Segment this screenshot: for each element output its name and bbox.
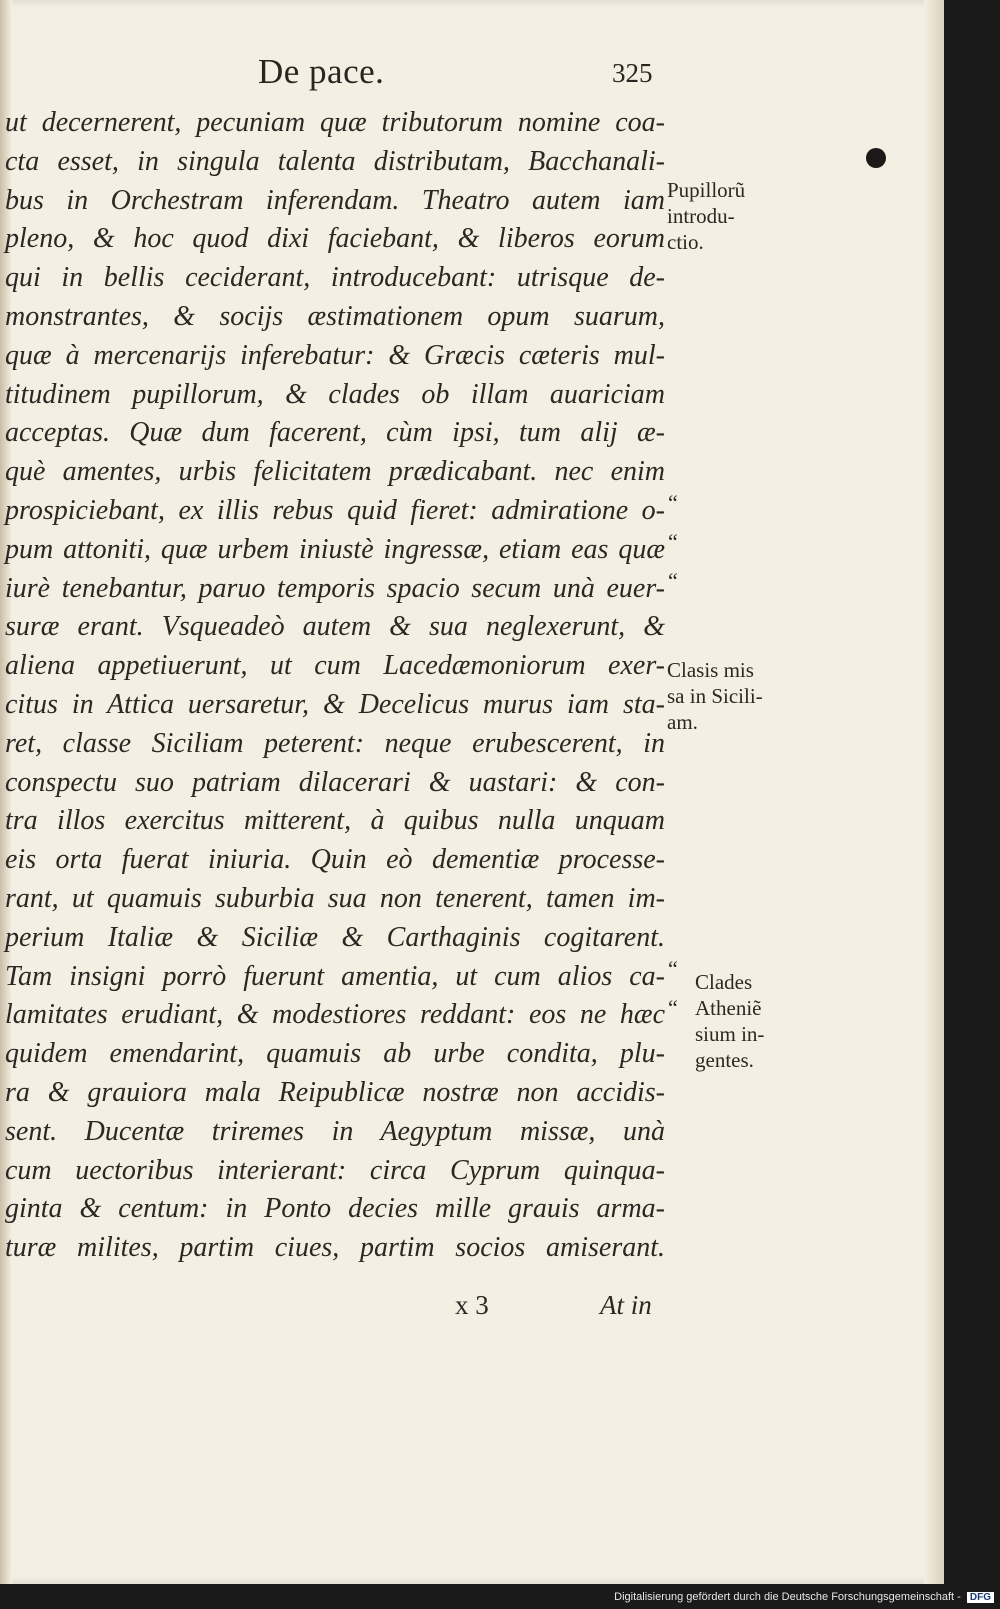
text-line: Tam insigni porrò fuerunt amentia, ut cum alios ca-: [5, 960, 665, 992]
text-line: perium Italiæ & Siciliæ & Carthaginis cogitarent.: [5, 921, 665, 953]
quote-mark: “: [668, 995, 678, 1020]
ink-blot: [866, 148, 886, 168]
text-line: iurè tenebantur, paruo temporis spacio secum unà euer-: [5, 572, 665, 604]
text-line: lamitates erudiant, & modestiores reddant: eos ne hæc: [5, 999, 665, 1031]
text-line: cta esset, in singula talenta distributam, Bacchanali-: [5, 145, 665, 177]
quote-mark: “: [668, 529, 678, 554]
credit-text: Digitalisierung gefördert durch die Deutsche Forschungsgemeinschaft -: [614, 1591, 961, 1603]
text-line: acceptas. Quæ dum facerent, cùm ipsi, tum alij æ-: [5, 417, 665, 449]
margin-note-line: sa in Sicili-: [667, 684, 763, 708]
margin-note-line: Pupillorũ: [667, 178, 746, 202]
text-line: ret, classe Siciliam peterent: neque erubescerent, in: [5, 727, 665, 759]
text-line: tra illos exercitus mitterent, à quibus nulla unquam: [5, 805, 665, 837]
text-line: ginta & centum: in Ponto decies mille grauis arma-: [5, 1193, 665, 1225]
text-line: quæ à mercenarijs inferebatur: & Græcis cæteris mul-: [5, 339, 665, 371]
text-line: rant, ut quamuis suburbia sua non tenerent, tamen im-: [5, 882, 665, 914]
text-line: ra & grauiora mala Reipublicæ nostræ non accidis-: [5, 1076, 665, 1108]
text-line: què amentes, urbis felicitatem prædicabant. nec enim: [5, 456, 665, 488]
text-line: conspectu suo patriam dilacerari & uastari: & con-: [5, 766, 665, 798]
margin-note-line: ctio.: [667, 230, 704, 254]
digitization-credit: [614, 1591, 994, 1603]
margin-note-line: sium in-: [695, 1022, 765, 1046]
text-line: cum uectoribus interierant: circa Cyprum quinqua-: [5, 1154, 665, 1186]
margin-note-line: am.: [667, 710, 698, 734]
page-right-edge: [924, 0, 944, 1584]
quote-mark: “: [668, 490, 678, 515]
margin-note-line: gentes.: [695, 1048, 754, 1072]
text-line: eis orta fuerat iniuria. Quin eò dementiæ processe-: [5, 844, 665, 876]
margin-note-line: Clasis mis: [667, 658, 754, 682]
text-line: citus in Attica uersaretur, & Decelicus murus iam sta-: [5, 688, 665, 720]
text-line: quidem emendarint, quamuis ab urbe condita, plu-: [5, 1038, 665, 1070]
body-text: [5, 104, 665, 1268]
running-title: De pace.: [258, 52, 385, 91]
catchword: At in: [600, 1290, 652, 1320]
text-line: prospiciebant, ex illis rebus quid fieret: admiratione o-: [5, 494, 665, 526]
text-line: qui in bellis ceciderant, introducebant: utrisque de-: [5, 262, 665, 294]
text-line: sent. Ducentæ triremes in Aegyptum missæ, unà: [5, 1115, 665, 1147]
quote-mark: “: [668, 568, 678, 593]
text-line: titudinem pupillorum, & clades ob illam auariciam: [5, 378, 665, 410]
margin-note-line: Clades: [695, 970, 753, 994]
text-line: bus in Orchestram inferendam. Theatro autem iam: [5, 184, 665, 216]
text-line: pleno, & hoc quod dixi faciebant, & liberos eorum: [5, 223, 665, 255]
margin-note-clades: [695, 969, 764, 1073]
margin-note-pupillorum: [667, 177, 745, 255]
text-line: monstrantes, & socijs æstimationem opum suarum,: [5, 300, 665, 332]
signature-mark: x 3: [455, 1290, 489, 1320]
text-line: aliena appetiuerunt, ut cum Lacedæmoniorum exer-: [5, 650, 665, 682]
page-number: 325: [612, 58, 653, 88]
text-line: suræ erant. Vsqueadeò autem & sua neglexerunt, &: [5, 611, 665, 643]
text-line: pum attoniti, quæ urbem iniustè ingressæ, etiam eas quæ: [5, 533, 665, 565]
dfg-logo: DFG: [967, 1592, 994, 1603]
quote-mark: “: [668, 956, 678, 981]
margin-note-line: Atheniẽ: [695, 996, 762, 1020]
text-line: ut decernerent, pecuniam quæ tributorum nomine coa-: [5, 107, 665, 138]
margin-note-line: introdu-: [667, 204, 735, 228]
margin-note-classis: [667, 657, 763, 735]
text-line: turæ milites, partim ciues, partim socios amiserant.: [5, 1232, 665, 1264]
